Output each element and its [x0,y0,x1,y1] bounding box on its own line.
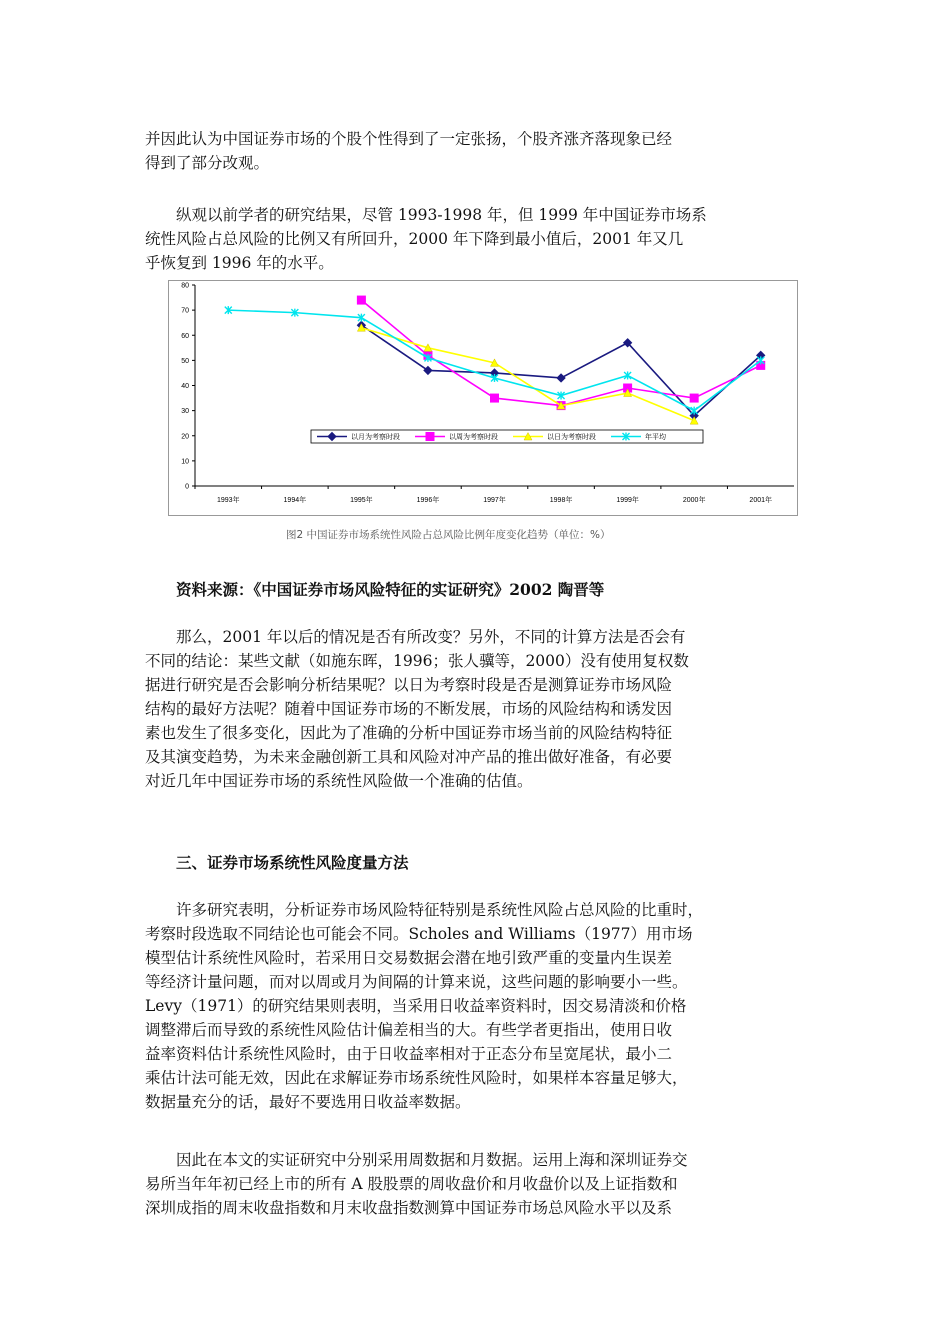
paragraph-5 [145,1148,815,1220]
text-line: 许多研究表明，分析证券市场风险特征特别是系统性风险占总风险的比重时， [176,901,704,919]
text-line: 易所当年年初已经上市的所有 A 股股票的周收盘价和月收盘价以及上证指数和 [145,1175,678,1193]
text-line: 深圳成指的周末收盘指数和月末收盘指数测算中国证券市场总风险水平以及系 [145,1199,673,1217]
y-tick-label: 10 [181,458,189,466]
legend-label: 以日为考察时段 [547,433,596,441]
text-line: 统性风险占总风险的比例又有所回升，2000 年下降到最小值后，2001 年又几 [145,230,684,248]
text-line: 调整滞后而导致的系统性风险估计偏差相当的大。有些学者更指出，使用日收 [145,1021,673,1039]
x-tick-label: 1996年 [416,497,440,504]
paragraph-3 [145,625,815,793]
source-line: 资料来源：《中国证券市场风险特征的实证研究》2002 陶晋等 [176,580,605,599]
section-heading: 三、证券市场系统性风险度量方法 [176,853,409,872]
text-line: 乘估计法可能无效，因此在求解证券市场系统性风险时，如果样本容量足够大， [145,1069,688,1087]
y-tick-label: 30 [181,408,189,416]
x-tick-label: 2000年 [682,497,706,504]
data-point [491,394,499,402]
paragraph-2 [145,203,815,275]
text-line: 乎恢复到 1996 年的水平。 [145,254,334,272]
y-tick-label: 60 [181,332,189,340]
text-line: 素也发生了很多变化，因此为了准确的分析中国证券市场当前的风险结构特征 [145,724,673,742]
x-tick-label: 1995年 [350,497,373,504]
x-tick-label: 1999年 [616,497,639,504]
x-tick-label: 2001年 [749,497,773,504]
y-tick-label: 80 [181,282,189,290]
y-tick-label: 0 [185,483,189,491]
paragraph-4 [145,898,815,1114]
text-line: 益率资料估计系统性风险时，由于日收益率相对于正态分布呈宽尾状，最小二 [145,1045,673,1063]
text-line: 对近几年中国证券市场的系统性风险做一个准确的估值。 [145,772,533,790]
text-line: 并因此认为中国证券市场的个股个性得到了一定张扬，个股齐涨齐落现象已经 [145,130,673,148]
text-line: 数据量充分的话，最好不要选用日收益率数据。 [145,1093,471,1111]
x-tick-label: 1997年 [483,497,506,504]
line-chart [168,280,798,516]
chart-svg [168,280,798,516]
y-tick-label: 50 [181,357,189,365]
text-line: 不同的结论：某些文献（如施东晖，1996；张人骥等，2000）没有使用复权数 [145,652,689,670]
y-tick-label: 20 [181,433,189,441]
legend-label: 年平均 [645,433,666,441]
data-point [357,296,365,304]
chart-border [169,281,798,516]
text-line: 模型估计系统性风险时，若采用日交易数据会潜在地引致严重的变量内生误差 [145,949,673,967]
legend-label: 以周为考察时段 [449,433,498,441]
text-line: 考察时段选取不同结论也可能会不同。Scholes and Williams（1977）用市场 [145,925,693,943]
y-tick-label: 70 [181,307,189,315]
x-tick-label: 1998年 [549,497,573,504]
legend-marker [426,433,434,441]
text-line: 据进行研究是否会影响分析结果呢？以日为考察时段是否是测算证券市场风险 [145,676,673,694]
text-line: 等经济计量问题，而对以周或月为间隔的计算来说，这些问题的影响要小一些。 [145,973,688,991]
text-line: 及其演变趋势，为未来金融创新工具和风险对冲产品的推出做好准备，有必要 [145,748,673,766]
legend-label: 以月为考察时段 [351,433,400,441]
x-tick-label: 1993年 [216,497,240,504]
text-line: 纵观以前学者的研究结果，尽管 1993-1998 年，但 1999 年中国证券市场系 [176,206,707,224]
data-point [690,394,698,402]
text-line: 结构的最好方法呢？随着中国证券市场的不断发展，市场的风险结构和诱发因 [145,700,673,718]
text-line: 那么，2001 年以后的情况是否有所改变？另外，不同的计算方法是否会有 [176,628,686,646]
paragraph-1 [145,127,815,175]
y-tick-label: 40 [181,383,189,390]
text-line: Levy（1971）的研究结果则表明，当采用日收益率资料时，因交易清淡和价格 [145,997,687,1015]
x-tick-label: 1994年 [283,497,307,504]
text-line: 因此在本文的实证研究中分别采用周数据和月数据。运用上海和深圳证券交 [176,1151,688,1169]
text-line: 得到了部分改观。 [145,154,270,172]
figure-caption: 图2 中国证券市场系统性风险占总风险比例年度变化趋势（单位：%） [286,529,611,541]
